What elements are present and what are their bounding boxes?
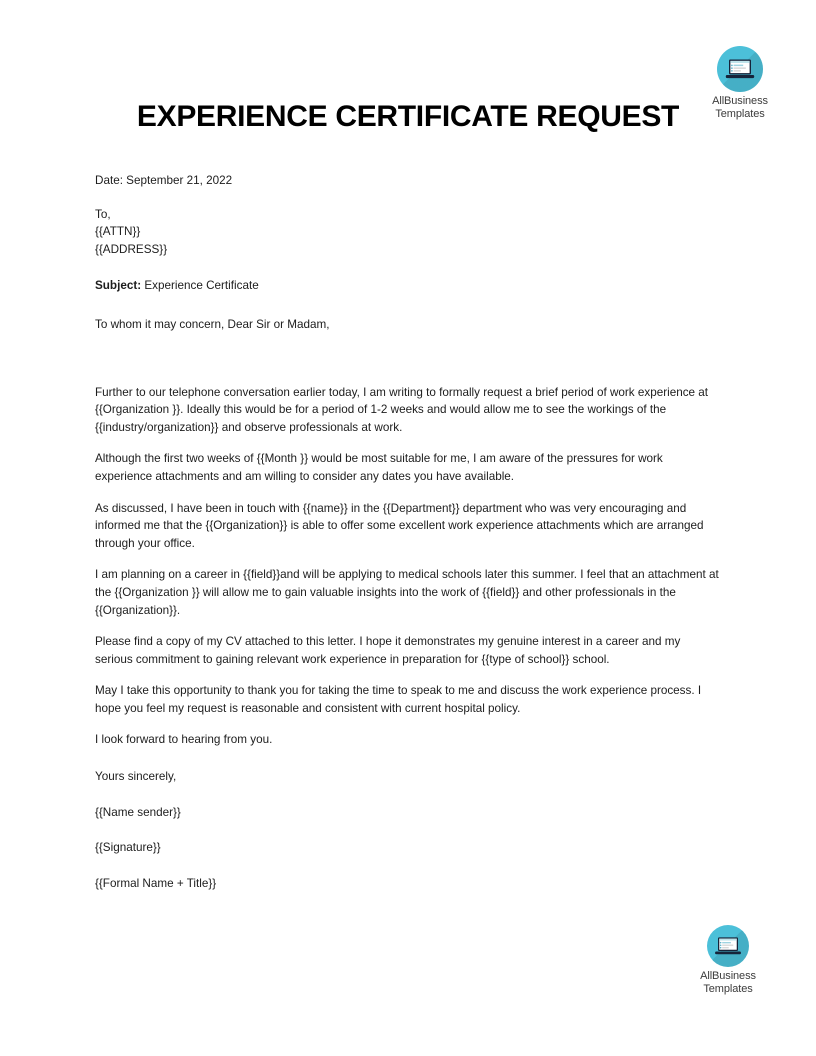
closing-signature: {{Signature}} — [95, 841, 161, 855]
recipient-to: To, — [95, 207, 111, 221]
letter-body — [95, 172, 720, 892]
closing-formal-name-title: {{Formal Name + Title}} — [95, 876, 217, 890]
body-paragraph: Please find a copy of my CV attached to this letter. I hope it demonstrates my genuine interest in a career and my serious commitment to gaining relevant work experience in preparation for {{type of school}} school. — [95, 635, 681, 666]
greeting-line: To whom it may concern, Dear Sir or Madam, — [95, 317, 330, 331]
body-paragraph: May I take this opportunity to thank you for taking the time to speak to me and discuss the work experience process. I hope you feel my request is reasonable and consistent with current hospital policy. — [95, 684, 702, 715]
brand-line-1: AllBusiness — [712, 95, 768, 107]
body-paragraph: I look forward to hearing from you. — [95, 733, 273, 747]
brand-logo-bottom — [680, 925, 776, 996]
recipient-attn: {{ATTN}} — [95, 225, 141, 239]
recipient-block — [95, 206, 720, 259]
subject-line — [95, 277, 720, 295]
brand-logo-circle — [717, 46, 763, 92]
subject-label: Subject: — [95, 279, 142, 293]
brand-line-1: AllBusiness — [700, 970, 756, 982]
brand-logo-text — [680, 970, 776, 996]
closing-name-sender: {{Name sender}} — [95, 805, 181, 819]
brand-line-2: Templates — [703, 983, 753, 995]
body-paragraph: I am planning on a career in {{field}}and will be applying to medical schools later this summer. I feel that an attachment at the {{Organization }} will allow me to gain valuable insights into the work of {{field}} and other professionals in the {{Organization}}. — [95, 568, 719, 617]
body-paragraph: Further to our telephone conversation earlier today, I am writing to formally request a brief period of work experience at {{Organization }}. Ideally this would be for a period of 1-2 weeks and would allow me to see the workings of the {{industry/organization}} and observe professionals at work. — [95, 385, 709, 434]
recipient-address: {{ADDRESS}} — [95, 242, 168, 256]
subject-value: Experience Certificate — [144, 279, 259, 293]
laptop-icon — [725, 58, 755, 80]
body-paragraph: Although the first two weeks of {{Month }} would be most suitable for me, I am aware of the pressures for work experience attachments and am willing to consider any dates you have available. — [95, 452, 663, 483]
brand-logo-circle — [707, 925, 749, 967]
closing-signoff: Yours sincerely, — [95, 770, 177, 784]
brand-line-2: Templates — [715, 108, 765, 120]
date-line: Date: September 21, 2022 — [95, 174, 233, 187]
document-title: EXPERIENCE CERTIFICATE REQUEST — [136, 100, 680, 133]
body-paragraph: As discussed, I have been in touch with {{name}} in the {{Department}} department who was very encouraging and informed me that the {{Organization}} is able to offer some excellent work experience attachments which are arranged through your office. — [95, 501, 704, 550]
laptop-icon — [714, 936, 742, 956]
